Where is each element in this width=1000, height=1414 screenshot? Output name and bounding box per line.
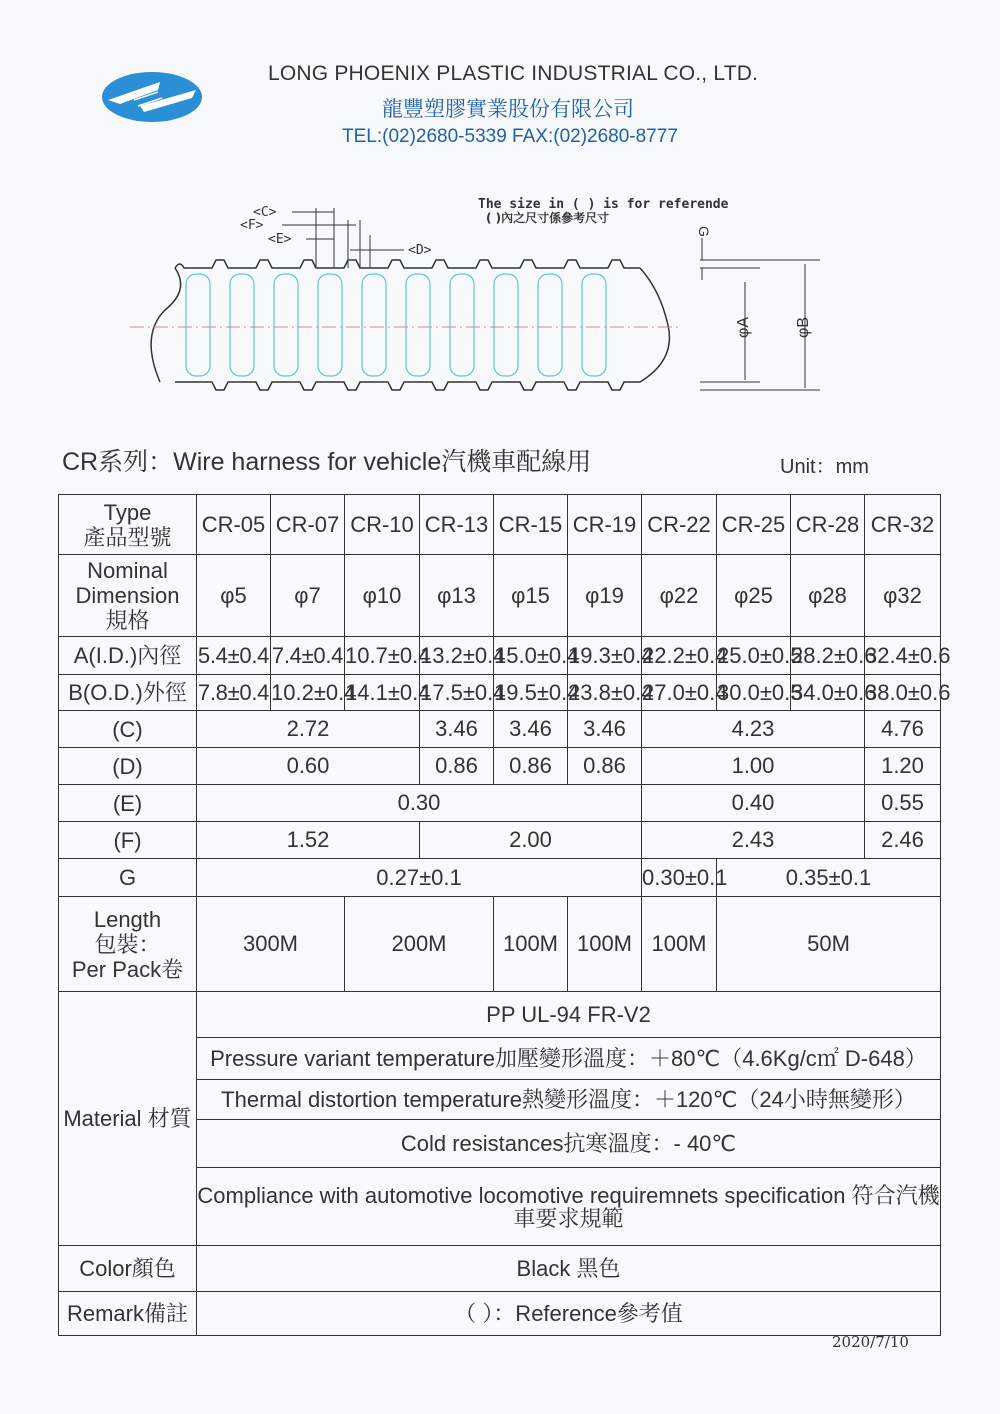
a-cell: 7.4±0.4 <box>271 637 345 675</box>
type-cell: CR-22 <box>642 495 717 555</box>
c-cell: 3.46 <box>420 711 494 748</box>
c-cell: 3.46 <box>568 711 642 748</box>
length-cell: 300M <box>197 897 345 992</box>
g-cell: 0.27±0.1 <box>197 859 642 897</box>
length-row <box>59 897 941 992</box>
nominal-row <box>59 555 941 637</box>
b-cell: 38.0±0.6 <box>865 675 941 711</box>
type-cell: CR-25 <box>717 495 791 555</box>
company-contact: TEL:(02)2680-5339 FAX:(02)2680-8777 <box>342 126 678 147</box>
type-cell: CR-19 <box>568 495 642 555</box>
c-row <box>59 711 941 748</box>
d-cell: 1.00 <box>642 748 865 785</box>
type-cell: CR-32 <box>865 495 941 555</box>
color-value: Black 黑色 <box>197 1246 941 1292</box>
d-header: (D) <box>59 748 197 785</box>
a-label: φA <box>735 316 752 338</box>
e-cell: 0.40 <box>642 785 865 822</box>
length-cell: 50M <box>717 897 941 992</box>
b-cell: 7.8±0.4 <box>197 675 271 711</box>
type-cell: CR-13 <box>420 495 494 555</box>
g-header: G <box>59 859 197 897</box>
nominal-cell: φ22 <box>642 555 717 637</box>
e-cell: 0.30 <box>197 785 642 822</box>
b-cell: 30.0±0.5 <box>717 675 791 711</box>
nominal-cell: φ32 <box>865 555 941 637</box>
material-line: PP UL-94 FR-V2 <box>197 992 941 1038</box>
g-row <box>59 859 941 897</box>
material-line: Cold resistances抗寒溫度：- 40℃ <box>197 1120 941 1168</box>
note-zh: ( )內之尺寸係參考尺寸 <box>486 211 610 225</box>
letterhead <box>0 0 1000 170</box>
b-cell: 23.8±0.4 <box>568 675 642 711</box>
f-cell: 2.46 <box>865 822 941 859</box>
f-cell: 2.00 <box>420 822 642 859</box>
f-header: (F) <box>59 822 197 859</box>
a-cell: 32.4±0.6 <box>865 637 941 675</box>
type-cell: CR-05 <box>197 495 271 555</box>
length-cell: 200M <box>345 897 494 992</box>
b-header: B(O.D.)外徑 <box>59 675 197 711</box>
tube-diagram <box>120 190 840 415</box>
d-cell: 0.86 <box>568 748 642 785</box>
e-header: (E) <box>59 785 197 822</box>
company-name-zh: 龍豐塑膠實業股份有限公司 <box>382 98 634 121</box>
nominal-cell: φ5 <box>197 555 271 637</box>
d-cell: 0.86 <box>494 748 568 785</box>
length-header: Length 包裝： Per Pack卷 <box>59 897 197 992</box>
a-cell: 13.2±0.4 <box>420 637 494 675</box>
color-header: Color顏色 <box>59 1246 197 1292</box>
b-cell: 14.1±0.4 <box>345 675 420 711</box>
e-label: <E> <box>268 232 292 247</box>
nominal-cell: φ28 <box>791 555 865 637</box>
nominal-cell: φ13 <box>420 555 494 637</box>
remark-header: Remark備註 <box>59 1292 197 1336</box>
nominal-cell: φ15 <box>494 555 568 637</box>
nominal-cell: φ19 <box>568 555 642 637</box>
a-header: A(I.D.)內徑 <box>59 637 197 675</box>
b-cell: 17.5±0.4 <box>420 675 494 711</box>
company-logo-icon <box>100 70 205 125</box>
d-cell: 0.86 <box>420 748 494 785</box>
type-cell: CR-28 <box>791 495 865 555</box>
c-cell: 4.23 <box>642 711 865 748</box>
type-cell: CR-15 <box>494 495 568 555</box>
f-row <box>59 822 941 859</box>
series-title: CR系列：Wire harness for vehicle汽機車配線用 <box>62 448 592 476</box>
type-cell: CR-07 <box>271 495 345 555</box>
f-label: <F> <box>240 218 264 233</box>
a-cell: 19.3±0.4 <box>568 637 642 675</box>
a-cell: 15.0±0.4 <box>494 637 568 675</box>
e-cell: 0.55 <box>865 785 941 822</box>
e-row <box>59 785 941 822</box>
material-line: Compliance with automotive locomotive requiremnets specification 符合汽機車要求規範 <box>197 1168 941 1246</box>
d-cell: 0.60 <box>197 748 420 785</box>
type-cell: CR-10 <box>345 495 420 555</box>
a-cell: 28.2±0.6 <box>791 637 865 675</box>
g-cell: 0.30±0.1 <box>642 859 717 897</box>
f-cell: 2.43 <box>642 822 865 859</box>
a-cell: 10.7±0.4 <box>345 637 420 675</box>
b-cell: 27.0±0.4 <box>642 675 717 711</box>
d-row <box>59 748 941 785</box>
c-header: (C) <box>59 711 197 748</box>
g-cell: 0.35±0.1 <box>717 859 941 897</box>
material-row <box>59 992 941 1038</box>
nominal-cell: φ7 <box>271 555 345 637</box>
b-label: φB <box>795 316 812 338</box>
type-header: Type 產品型號 <box>59 495 197 555</box>
nominal-cell: φ10 <box>345 555 420 637</box>
length-cell: 100M <box>494 897 568 992</box>
b-cell: 34.0±0.6 <box>791 675 865 711</box>
c-cell: 2.72 <box>197 711 420 748</box>
g-label: G <box>696 226 712 237</box>
color-row <box>59 1246 941 1292</box>
a-cell: 5.4±0.4 <box>197 637 271 675</box>
spec-table <box>58 494 951 1336</box>
note-en: The size in ( ) is for referende <box>478 197 729 212</box>
b-cell: 19.5±0.4 <box>494 675 568 711</box>
material-line: Pressure variant temperature加壓變形溫度：＋80℃（4.6Kg/c㎡ D-648） <box>197 1038 941 1080</box>
nominal-cell: φ25 <box>717 555 791 637</box>
material-line: Thermal distortion temperature熱變形溫度：＋120℃（24小時無變形） <box>197 1080 941 1120</box>
a-cell: 25.0±0.5 <box>717 637 791 675</box>
type-row <box>59 495 941 555</box>
material-header: Material 材質 <box>59 992 197 1246</box>
remark-row <box>59 1292 941 1336</box>
length-cell: 100M <box>642 897 717 992</box>
d-cell: 1.20 <box>865 748 941 785</box>
c-cell: 3.46 <box>494 711 568 748</box>
company-name-en: LONG PHOENIX PLASTIC INDUSTRIAL CO., LTD. <box>268 62 759 85</box>
remark-value: （ ）：Reference參考值 <box>197 1292 941 1336</box>
d-label: <D> <box>408 243 432 258</box>
b-row <box>59 675 941 711</box>
c-cell: 4.76 <box>865 711 941 748</box>
a-cell: 22.2±0.4 <box>642 637 717 675</box>
nominal-header: Nominal Dimension 規格 <box>59 555 197 637</box>
b-cell: 10.2±0.4 <box>271 675 345 711</box>
a-row <box>59 637 941 675</box>
length-cell: 100M <box>568 897 642 992</box>
f-cell: 1.52 <box>197 822 420 859</box>
c-label: <C> <box>253 205 277 220</box>
unit-label: Unit：mm <box>780 456 869 478</box>
document-date: 2020/7/10 <box>832 1333 909 1351</box>
